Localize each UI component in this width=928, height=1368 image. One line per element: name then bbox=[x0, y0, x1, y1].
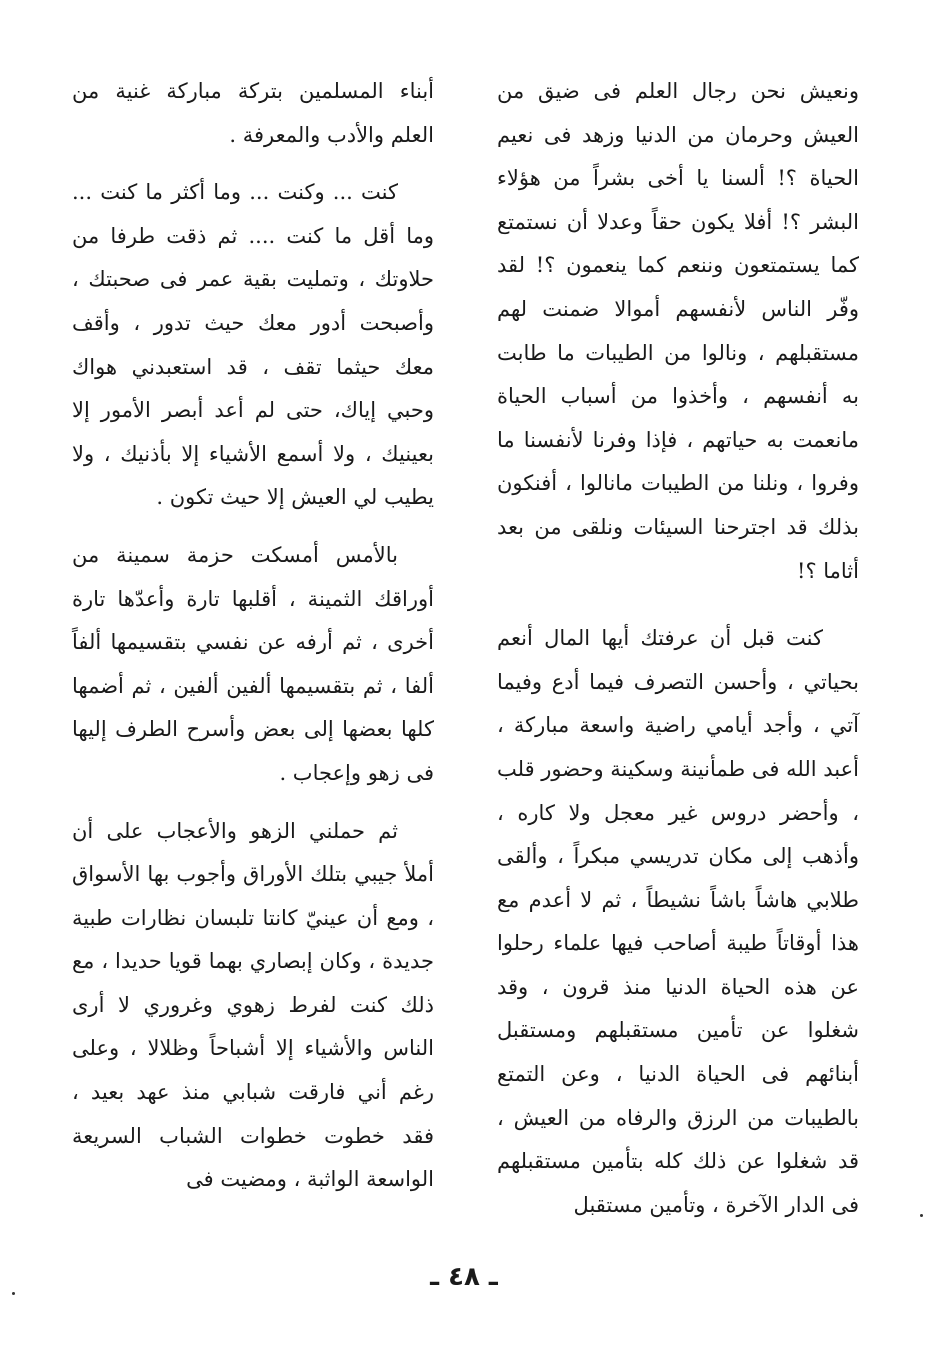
right-column bbox=[497, 70, 859, 1227]
left-column bbox=[72, 70, 434, 1202]
scan-speck bbox=[920, 1214, 923, 1217]
paragraph: كنت ... وكنت ... وما أكثر ما كنت ... وما أقل ما كنت .... ثم ذقت طرفا من حلاوتك ، وتمليت بقية عمر فى صحبتك ، وأصبحت أدور معك حيث تدور ، وأقف معك حيثما تقف ، قد استعبدني هواك وحبي إياك، حتى لم أعد أبصر الأمور إلا بعينيك ، ولا أسمع الأشياء إلا بأذنيك ، ولا يطيب لي العيش إلا حيث تكون . bbox=[72, 180, 434, 510]
paragraph: ونعيش نحن رجال العلم فى ضيق من العيش وحرمان من الدنيا وزهد فى نعيم الحياة ؟! ألسنا يا أخى بشراً من هؤلاء البشر ؟! أفلا يكون حقاً وعدلا أن نستمتع كما يستمتعون وننعم كما ينعمون ؟! لقد وفّر الناس لأنفسهم أموالا ضمنت لهم مستقبلهم ، ونالوا من الطيبات ما طابت به أنفسهم ، وأخذوا من أسباب الحياة مانعمت به حياتهم ، فإذا وفرنا لأنفسنا ما وفروا ، ونلنا من الطيبات مانالوا ، أفنكون بذلك قد اجترحنا السيئات ونلقى من بعد أثاما ؟! bbox=[497, 79, 859, 583]
paragraph: كنت قبل أن عرفتك أيها المال أنعم بحياتي ، وأحسن التصرف فيما أدع وفيما آتي ، وأجد أيامي راضية واسعة مباركة ، أعبد الله فى طمأنينة وسكينة وحضور قلب ، وأحضر دروس غير معجل ولا كاره ، وأذهب إلى مكان تدريسي مبكراً ، وألقى طلابي هاشاً باشاً نشيطاً ، ثم لا أعدم مع هذا أوقاتاً طيبة أصاحب فيها علماء رحلوا عن هذه الحياة الدنيا منذ قرون ، وقد شغلوا عن تأمين مستقبلهم ومستقبل أبنائهم فى الحياة الدنيا ، وعن التمتع بالطيبات من الرزق والرفاه من العيش ، قد شغلوا عن ذلك كله بتأمين مستقبلهم فى الدار الآخرة ، وتأمين مستقبل bbox=[497, 626, 859, 1217]
paragraph: ثم حملني الزهو والأعجاب على أن أملأ جيبي بتلك الأوراق وأجوب بها الأسواق ، ومع أن عينيّ كانتا تلبسان نظارات طبية جديدة ، وكان إبصاري بهما قويا حديدا ، مع ذلك كنت لفرط زهوي وغروري لا أرى الناس والأشياء إلا أشباحاً وظلالا ، وعلى رغم أني فارقت شبابي منذ عهد بعيد ، فقد خطوت خطوات الشباب السريعة الواسعة الواثبة ، ومضيت فى bbox=[72, 818, 434, 1192]
scan-speck bbox=[12, 1292, 15, 1295]
paragraph: بالأمس أمسكت حزمة سمينة من أوراقك الثمينة ، أقلبها تارة وأعدّها تارة أخرى ، ثم أرفه عن نفسي بتقسيمها ألفاً ألفا ، ثم بتقسيمها ألفين ألفين ، ثم أضمها كلها بعضها إلى بعض وأسرح الطرف إليها فى زهو وإعجاب . bbox=[72, 542, 434, 785]
page-number: ـ ٤٨ ـ bbox=[430, 1262, 498, 1292]
paragraph: أبناء المسلمين بتركة مباركة غنية من العلم والأدب والمعرفة . bbox=[72, 79, 434, 147]
